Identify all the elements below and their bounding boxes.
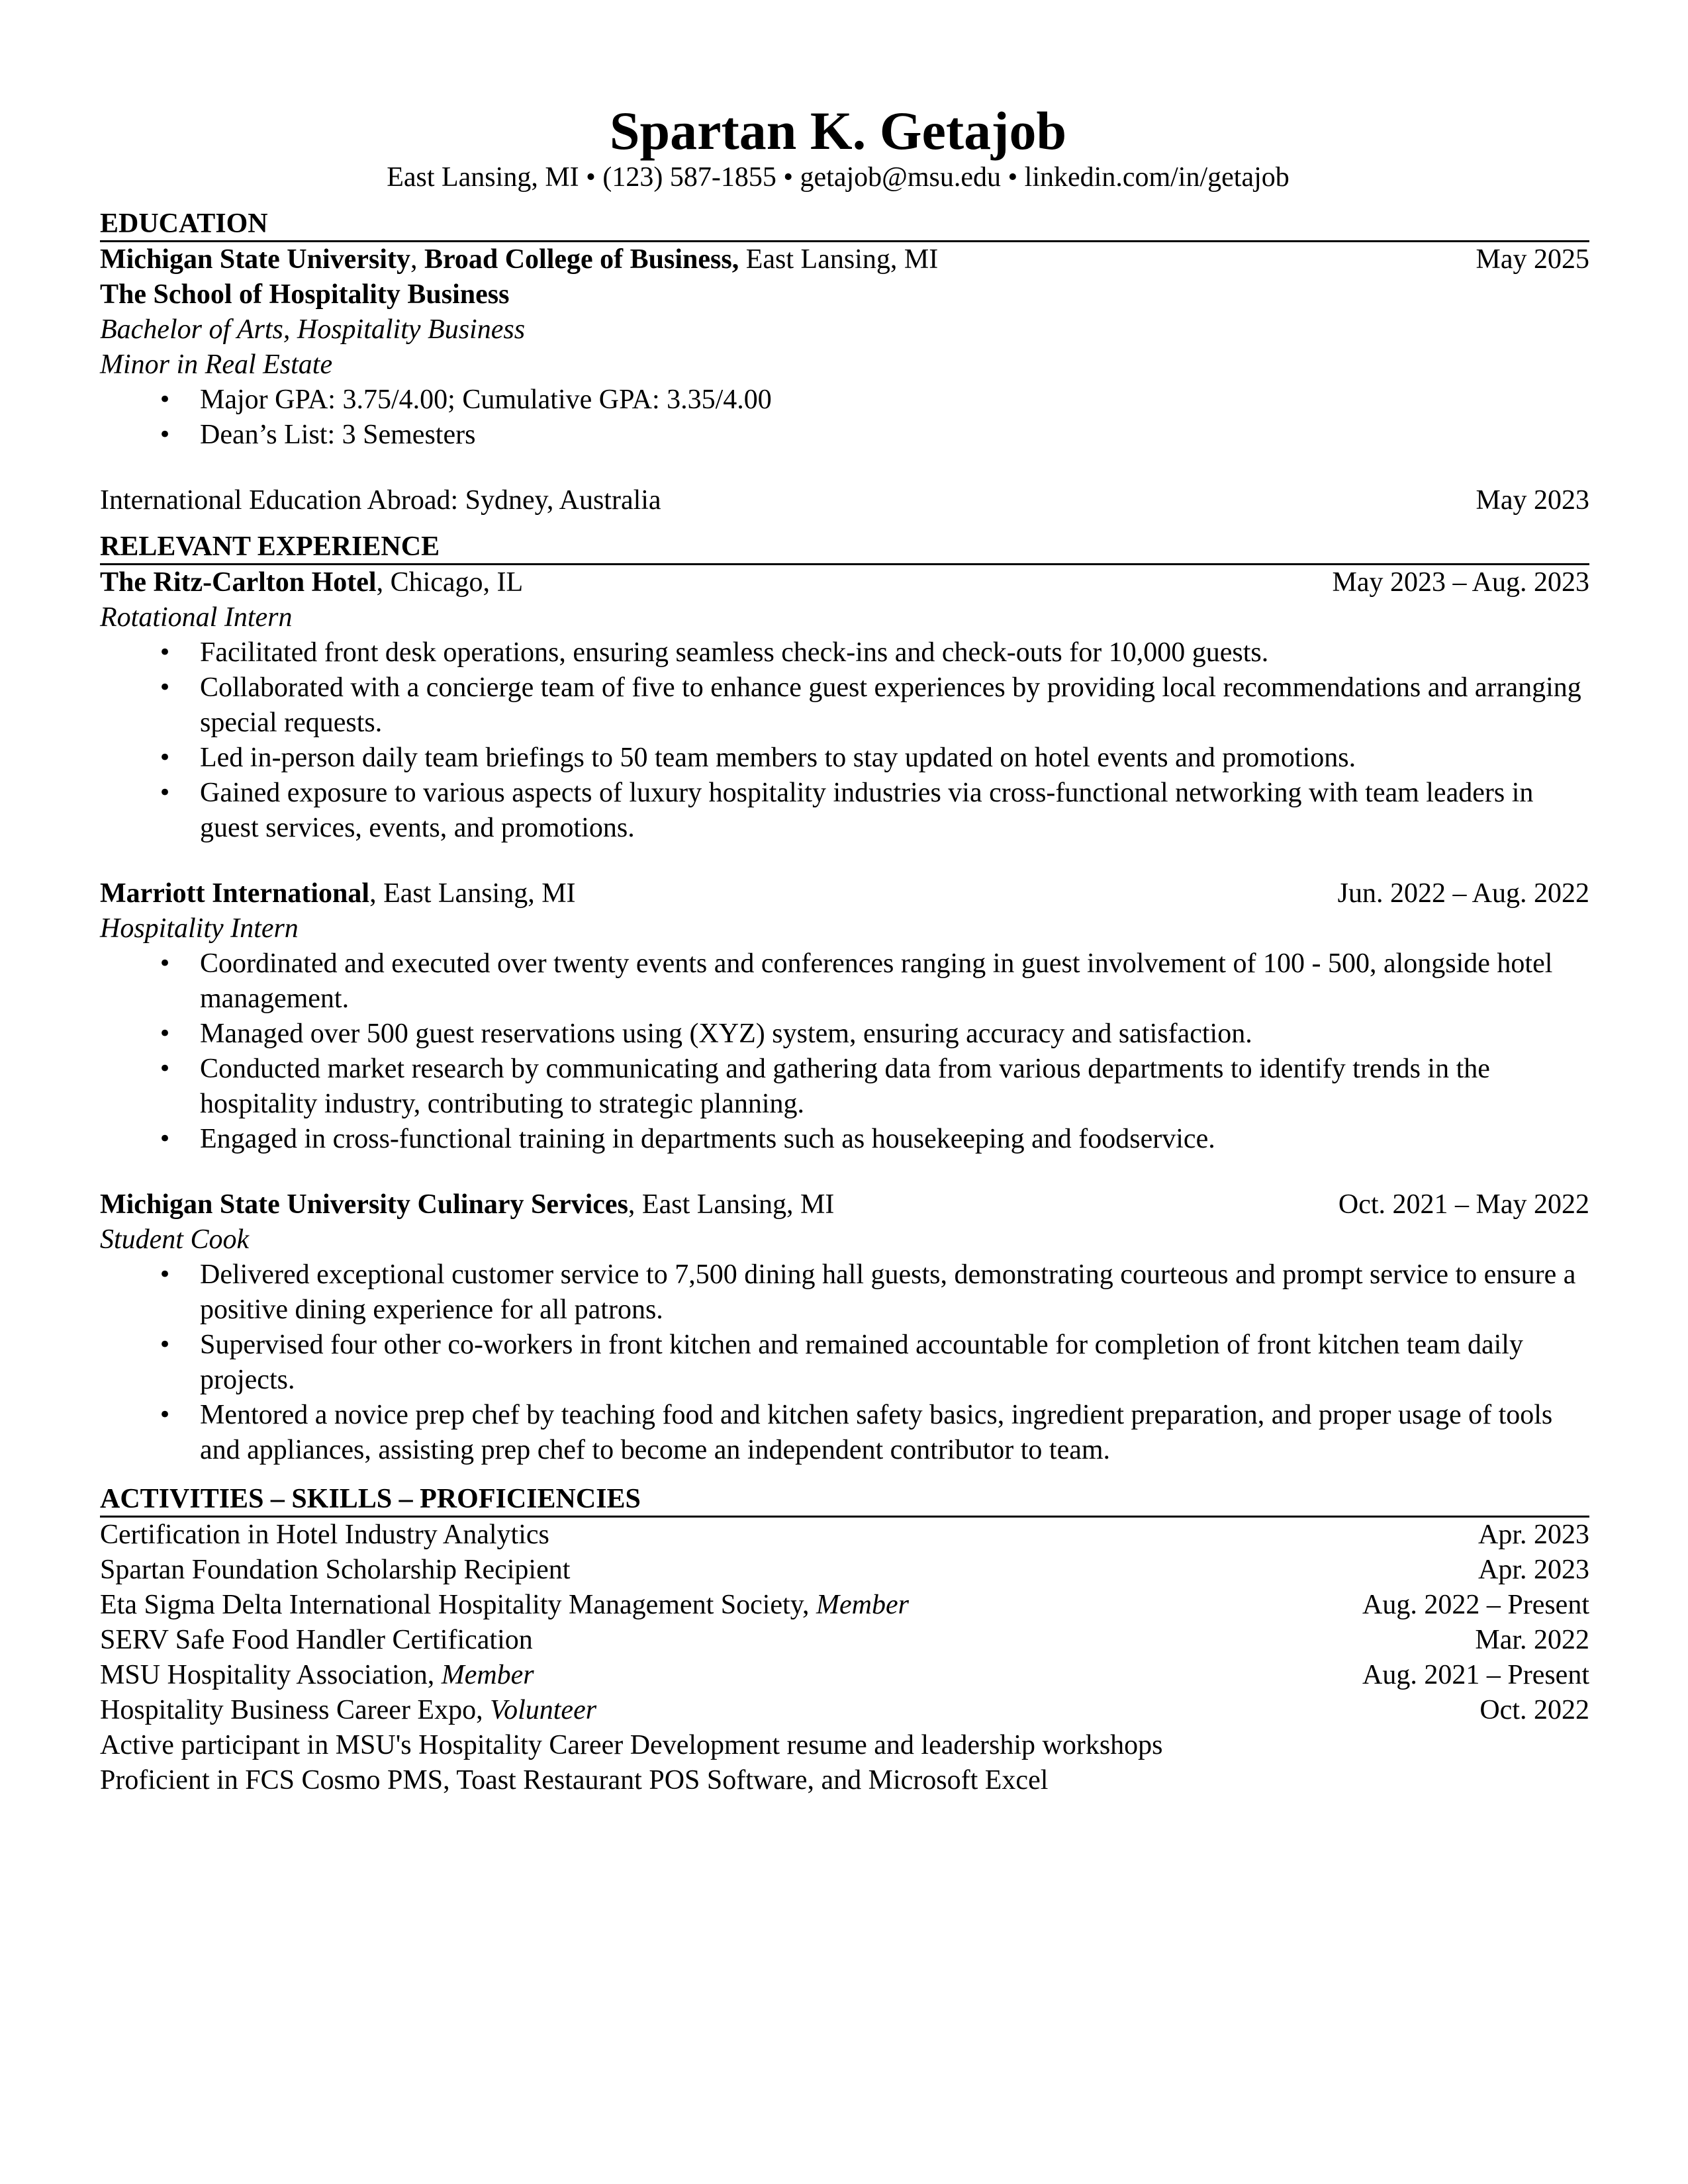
activities-heading: ACTIVITIES – SKILLS – PROFICIENCIES xyxy=(100,1482,1589,1518)
job-date: Oct. 2021 – May 2022 xyxy=(1338,1189,1589,1220)
activity-date: Oct. 2022 xyxy=(1479,1695,1589,1725)
activity-role: Member xyxy=(441,1660,534,1690)
experience-heading: RELEVANT EXPERIENCE xyxy=(100,530,1589,565)
job-bullet: • Gained exposure to various aspects of luxury hospitality industries via cross-functional networking with team leaders in guest services, events, and promotions. xyxy=(100,776,1589,846)
job-employer: The Ritz-Carlton Hotel xyxy=(100,567,377,598)
job-entry xyxy=(100,876,1589,1157)
job-title: Rotational Intern xyxy=(100,602,293,633)
job-location: , East Lansing, MI xyxy=(369,878,576,909)
activity-name: Eta Sigma Delta International Hospitality Management Society, xyxy=(100,1590,816,1620)
job-entry xyxy=(100,565,1589,846)
job-bullets xyxy=(100,946,1589,1157)
job-bullet: • Engaged in cross-functional training in departments such as housekeeping and foodservice. xyxy=(100,1122,1589,1157)
job-bullets xyxy=(100,635,1589,846)
activity-row xyxy=(100,1728,1589,1763)
resume-page xyxy=(100,99,1589,1798)
education-bullet: • Major GPA: 3.75/4.00; Cumulative GPA: 3.35/4.00 xyxy=(100,383,1589,418)
degree: Bachelor of Arts, Hospitality Business xyxy=(100,314,526,345)
activity-date: Aug. 2022 – Present xyxy=(1362,1590,1589,1620)
activity-name: Proficient in FCS Cosmo PMS, Toast Restaurant POS Software, and Microsoft Excel xyxy=(100,1765,1049,1796)
activity-name: MSU Hospitality Association, xyxy=(100,1660,442,1690)
activity-text xyxy=(100,1763,1048,1798)
activity-name: Spartan Foundation Scholarship Recipient xyxy=(100,1555,571,1585)
job-title: Student Cook xyxy=(100,1224,250,1255)
job-bullet: • Mentored a novice prep chef by teaching food and kitchen safety basics, ingredient preparation, and proper usage of tools and appliances, assisting prep chef to become an independent contributor to team. xyxy=(100,1398,1589,1468)
activities-section xyxy=(100,1482,1589,1798)
activity-name: Hospitality Business Career Expo, xyxy=(100,1695,491,1725)
job-bullets xyxy=(100,1257,1589,1468)
graduation-date: May 2025 xyxy=(1476,244,1589,275)
activity-name: Certification in Hotel Industry Analytics xyxy=(100,1520,549,1550)
candidate-name: Spartan K. Getajob xyxy=(609,101,1067,161)
activity-row xyxy=(100,1623,1589,1658)
activity-row xyxy=(100,1658,1589,1693)
activity-row xyxy=(100,1693,1589,1728)
activity-date: Mar. 2022 xyxy=(1475,1625,1589,1655)
activity-row xyxy=(100,1588,1589,1623)
education-heading: EDUCATION xyxy=(100,207,1589,242)
minor: Minor in Real Estate xyxy=(100,349,333,380)
activity-text xyxy=(100,1553,570,1588)
school-name: The School of Hospitality Business xyxy=(100,279,510,310)
activity-name: SERV Safe Food Handler Certification xyxy=(100,1625,533,1655)
job-bullet: • Facilitated front desk operations, ensuring seamless check-ins and check-outs for 10,000 guests. xyxy=(100,635,1589,670)
activity-role: Volunteer xyxy=(490,1695,597,1725)
activity-text xyxy=(100,1658,534,1693)
education-university-row xyxy=(100,242,1589,277)
activity-name: Active participant in MSU's Hospitality Career Development resume and leadership workshops xyxy=(100,1730,1163,1760)
job-title: Hospitality Intern xyxy=(100,913,299,944)
job-bullet: • Managed over 500 guest reservations using (XYZ) system, ensuring accuracy and satisfaction. xyxy=(100,1017,1589,1052)
job-bullet: • Led in-person daily team briefings to 50 team members to stay updated on hotel events and promotions. xyxy=(100,741,1589,776)
job-location: , Chicago, IL xyxy=(376,567,524,598)
activity-date: Apr. 2023 xyxy=(1478,1520,1589,1550)
job-header xyxy=(100,1187,1589,1222)
activity-row xyxy=(100,1518,1589,1553)
job-employer-line xyxy=(100,565,523,600)
activity-text xyxy=(100,1623,533,1658)
contact-line: East Lansing, MI • (123) 587-1855 • getajob@msu.edu • linkedin.com/in/getajob xyxy=(387,162,1289,193)
job-bullet: • Delivered exceptional customer service to 7,500 dining hall guests, demonstrating courteous and prompt service to ensure a positive dining experience for all patrons. xyxy=(100,1257,1589,1328)
job-bullet: • Collaborated with a concierge team of five to enhance guest experiences by providing local recommendations and arranging special requests. xyxy=(100,670,1589,741)
job-bullet: • Supervised four other co-workers in front kitchen and remained accountable for completion of front kitchen team daily projects. xyxy=(100,1328,1589,1398)
job-employer-line xyxy=(100,1187,834,1222)
job-location: , East Lansing, MI xyxy=(628,1189,835,1220)
university-name: Michigan State University xyxy=(100,244,410,275)
job-header xyxy=(100,565,1589,600)
experience-section xyxy=(100,530,1589,1468)
activity-date: Apr. 2023 xyxy=(1478,1555,1589,1585)
activity-text xyxy=(100,1518,549,1553)
job-bullet: • Conducted market research by communicating and gathering data from various departments to identify trends in the hospitality industry, contributing to strategic planning. xyxy=(100,1052,1589,1122)
activity-row xyxy=(100,1763,1589,1798)
study-abroad-row xyxy=(100,483,1589,518)
activity-text xyxy=(100,1728,1163,1763)
education-bullets xyxy=(100,383,1589,453)
job-employer-line xyxy=(100,876,576,911)
job-employer: Marriott International xyxy=(100,878,370,909)
college-name: Broad College of Business, xyxy=(424,244,739,275)
activity-text xyxy=(100,1588,909,1623)
job-header xyxy=(100,876,1589,911)
education-institution xyxy=(100,242,938,277)
education-bullet: • Dean’s List: 3 Semesters xyxy=(100,418,1589,453)
study-abroad-date: May 2023 xyxy=(1476,485,1589,516)
study-abroad: International Education Abroad: Sydney, Australia xyxy=(100,485,661,516)
job-employer: Michigan State University Culinary Services xyxy=(100,1189,628,1220)
university-separator: , xyxy=(410,244,424,275)
activity-role: Member xyxy=(816,1590,909,1620)
job-bullet: • Coordinated and executed over twenty events and conferences ranging in guest involvement of 100 - 500, alongside hotel management. xyxy=(100,946,1589,1017)
job-entry xyxy=(100,1187,1589,1468)
education-section xyxy=(100,207,1589,518)
activity-row xyxy=(100,1553,1589,1588)
activity-text xyxy=(100,1693,596,1728)
job-date: May 2023 – Aug. 2023 xyxy=(1332,567,1589,598)
activity-date: Aug. 2021 – Present xyxy=(1362,1660,1589,1690)
education-location: East Lansing, MI xyxy=(739,244,939,275)
job-date: Jun. 2022 – Aug. 2022 xyxy=(1337,878,1589,909)
